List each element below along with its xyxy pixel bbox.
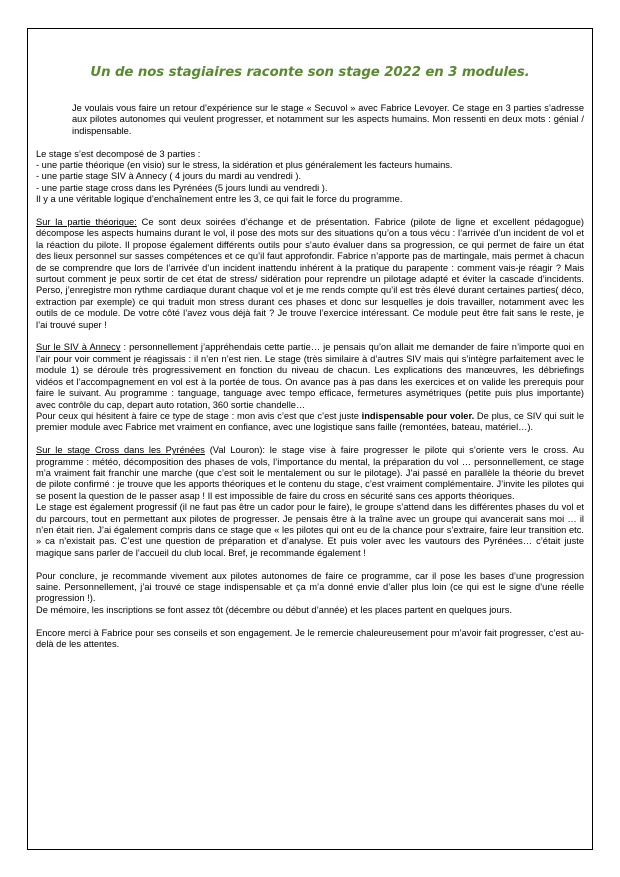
theory-heading: Sur la partie théorique:	[36, 217, 137, 228]
siv-body: : personnellement j’appréhendais cette partie… je pensais qu’on allait me demander de faire n’importe quoi en l’air pour voir comment je réagissais : il n’en n’est rien. Le stage (très similaire à d’autres SIV mais qui s’intègre parfaitement avec le module 1) se déroule très progressivement en fonction du niveau de chacun. Les explications des manœuvres, les débriefings vidéos et l’accompagnement en vol est à la portée de tous. On avance pas à pas dans les exercices et on valide les prerequis pour faire le suivant. Au programme : tanguage, tanguage avec tempo efficace, fermetures asymétriques (petite puis plus importante) avec contrôle du cap, depart auto rotation, 360 sortie chandelle…	[36, 342, 584, 410]
closing-paragraph: Encore merci à Fabrice pour ses conseils et son engagement. Je le remercie chaleureusement pour m’avoir fait progresser, c’est au-delà de les attentes.	[36, 627, 584, 649]
siv-heading: Sur le SIV à Annecy	[36, 342, 121, 353]
structure-lead: Le stage s’est decomposé de 3 parties :	[36, 148, 201, 159]
cross-heading: Sur le stage Cross dans les Pyrénées	[36, 445, 205, 456]
siv-body2-b: De plus, ce SIV qui suit le premier module avec Fabrice met vraiment en confiance, avec une logistique sans faille (remontées, bateau, matériel…).	[36, 410, 584, 433]
structure-item: - une partie stage SIV à Annecy ( 4 jours du mardi au vendredi ).	[36, 171, 302, 182]
siv-body2-a: Pour ceux qui hésitent à faire ce type de stage : mon avis c’est que c’est juste	[36, 410, 362, 421]
structure-item: Il y a une véritable logique d’enchaînement entre les 3, ce qui fait le force du programme.	[36, 194, 403, 205]
page-title: Un de nos stagiaires raconte son stage 2022 en 3 modules.	[90, 65, 530, 80]
theory-body: Fabrice (pilote de ligne et excellent pédagogue) décompose les aspects humains durant le vol, il pose des mots sur des situations qu’on a tous vécu : l’arrivée d’un incident de vol et la réaction du pilote. Il propose également différents outils pour s’auto évaluer dans sa progression, ce qui permet de faire un état des lieux personnel sur sasses compétences et ce qu’il faut approfondir. Fabrice n’apporte pas de martingale, mais permet à chacun de se comprendre que lors de l’arrivée d’un incident inattendu inhérent à la pratique du parapente : comment vais-je réagir ? Mais surtout comment je peux sortir de cet état de stress/ sidération pour reprendre un pilotage adapté et éviter la cascade d’incidents. Perso, j’enregistre mon rythme cardiaque durant chaque vol et je me rends compte qu’il est très élevé durant certaines parties( déco, extraction par exemple) ce qui traduit mon stress durant ces phases et donc sur lesquelles je dois travailler, notamment avec les outils de ce module. De votre côté l’avez vous déjà fait ? Je trouve l’exercice intéressant. Ce module peut être fait sans le reste, je l’ai trouvé super !	[36, 217, 584, 330]
cross-paragraph-2	[36, 502, 584, 559]
intro-paragraph: Je voulais vous faire un retour d’expérience sur le stage « Secuvol » avec Fabrice Levoyer. Ce stage en 3 parties s’adresse aux pilotes autonomes qui veulent progresser, et notamment sur les aspects humains. Mon ressenti en deux mots : génial / indispensable.	[72, 103, 584, 136]
cross-body2: Le stage est également progressif (il ne faut pas être un cador pour le faire), le groupe s’attend dans les différentes phases du vol et du parcours, tout en permettant aux pilotes de progresser. Je pensais être à la traîne avec un groupe qui avancerait sans moi … il n’en était rien. J’ai également compris dans ce stage que « les pilotes qui ont eu de la chance pour s’extraire, faire leur transition etc. » ca n’existait pas. C’est une question de préparation et d’analyse.	[36, 502, 584, 547]
siv-paragraph	[36, 342, 584, 410]
page-frame	[27, 28, 593, 850]
structure-item: - une partie stage cross dans les Pyrénées (5 jours lundi au vendredi ).	[36, 182, 328, 193]
article-body	[36, 103, 584, 650]
conclusion-paragraph-2: De mémoire, les inscriptions se font assez tôt (décembre ou début d’année) et les places partent en quelques jours.	[36, 604, 512, 615]
conclusion-paragraph: Pour conclure, je recommande vivement aux pilotes autonomes de faire ce programme, car il pose les bases d’une progression saine. Personnellement, j’ai trouvé ce stage indispensable et ça m’a donné envie d’aller plus loin (ce qui est le signe d’une réelle progression !).	[36, 570, 584, 604]
cross-paragraph	[36, 445, 584, 502]
structure-item: - une partie théorique (en visio) sur le stress, la sidération et plus généralement les facteurs humains.	[36, 160, 453, 171]
siv-body2-bold: indispensable pour voler.	[361, 410, 475, 421]
siv-paragraph-2	[36, 411, 584, 434]
cross-body2-bold: Et puis voler avec les vautours des Pyrénées… c’était juste magique sans parler de l’accueil du club local. Bref, je recommande également !	[36, 536, 584, 558]
cross-body: (Val Louron): le stage vise à faire progresser le pilote qui s’oriente vers le cross. Au programme : météo, décomposition des phases de vols, l’importance du mental, la préparation du vol … personnellement, ce stage m’a vraiment fait franchir une marche (que c’est soit le mentalement ou sur le pilotage). J’ai passé en parallèle la théorie du brevet de pilote confirmé : je trouve que les apports théoriques et le contenu du stage, c’est vraiment complémentaire. J’invite les pilotes qui se posent la question de le passer asap ! Il est impossible de faire du cross en sécurité sans ces apports théoriques.	[36, 445, 584, 501]
theory-paragraph	[36, 217, 584, 331]
theory-lead: Ce sont deux soirées d’échange et de présentation.	[136, 217, 370, 228]
